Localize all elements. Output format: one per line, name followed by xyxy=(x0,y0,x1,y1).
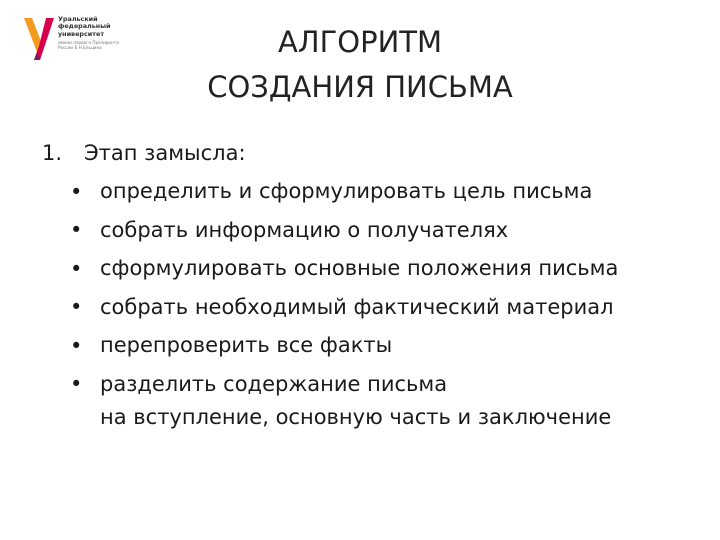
title-line-2: СОЗДАНИЯ ПИСЬМА xyxy=(207,70,513,104)
step-label: Этап замысла: xyxy=(84,141,246,165)
bullet-icon: • xyxy=(70,372,83,396)
list-item xyxy=(42,211,702,250)
bullet-icon: • xyxy=(70,295,83,319)
list-item xyxy=(42,327,702,366)
list-item xyxy=(42,288,702,327)
logo-subtitle xyxy=(58,40,148,50)
title-line-1: АЛГОРИТМ xyxy=(277,25,443,59)
list-item-text: разделить содержание письма на вступление, основную часть и заключение xyxy=(100,371,612,429)
step-heading xyxy=(42,134,702,173)
logo-subtitle-line: имени первого Президента xyxy=(58,40,119,46)
list-item-text: сформулировать основные положения письма xyxy=(100,256,619,280)
bullet-icon: • xyxy=(70,179,83,204)
urfu-logo xyxy=(22,14,132,66)
logo-line: университет xyxy=(58,29,105,38)
list-item xyxy=(42,365,702,436)
list-item-text: определить и сформулировать цель письма xyxy=(100,179,593,203)
logo-line: Уральский xyxy=(58,15,98,23)
list-item-text: собрать необходимый фактический материал xyxy=(100,294,614,319)
logo-subtitle-line: России Б.Н.Ельцина xyxy=(58,45,102,51)
list-item-text: перепроверить все факты xyxy=(100,333,393,357)
logo-text xyxy=(58,16,148,50)
urfu-emblem-icon xyxy=(22,16,56,62)
slide-content xyxy=(42,134,702,436)
list-item xyxy=(42,173,702,212)
logo-line: федеральный xyxy=(58,22,111,31)
bullet-icon: • xyxy=(70,256,83,281)
bullet-icon: • xyxy=(70,218,83,242)
bullet-icon: • xyxy=(70,333,83,358)
bullet-list xyxy=(42,173,702,437)
step-number: 1. xyxy=(42,141,63,165)
slide-title xyxy=(140,20,580,110)
list-item-text: собрать информацию о получателях xyxy=(100,217,509,242)
list-item xyxy=(42,250,702,289)
